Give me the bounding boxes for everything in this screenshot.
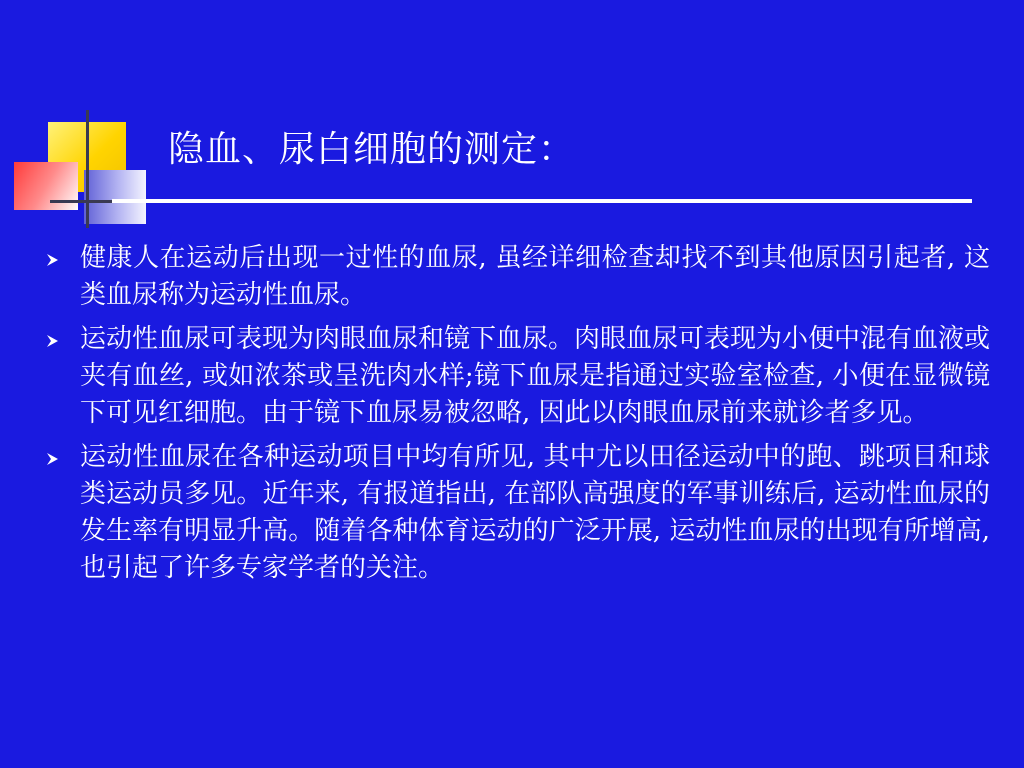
slide-title: 隐血、尿白细胞的测定： (168, 129, 576, 170)
arrowhead-bullet-icon (42, 321, 68, 358)
colored-squares-logo (0, 0, 160, 240)
bullet-item (40, 439, 990, 587)
bullet-text: 运动性血尿在各种运动项目中均有所见, 其中尤以田径运动中的跑、跳项目和球类运动员多见。近年来, 有报道指出, 在部队高强度的军事训练后, 运动性血尿的发生率有明显升高。随着各种体育运动的广泛开展, 运动性血尿的出现有所增高, 也引起了许多专家学者的关注。 (80, 442, 990, 583)
bullet-text: 健康人在运动后出现一过性的血尿, 虽经详细检查却找不到其他原因引起者, 这类血尿称为运动性血尿。 (80, 243, 990, 310)
arrowhead-bullet-icon (42, 439, 68, 476)
arrowhead-bullet-icon (42, 240, 68, 277)
logo-vertical-line (86, 110, 89, 228)
logo-lavender-square (84, 170, 146, 224)
bullet-item (40, 321, 990, 432)
bullet-item (40, 240, 990, 314)
title-underline (112, 199, 972, 203)
bullet-text: 运动性血尿可表现为肉眼血尿和镜下血尿。肉眼血尿可表现为小便中混有血液或夹有血丝, 或如浓茶或呈洗肉水样;镜下血尿是指通过实验室检查, 小便在显微镜下可见红细胞。由于镜下血尿易被忽略, 因此以肉眼血尿前来就诊者多见。 (80, 324, 991, 428)
bullet-list (40, 240, 990, 594)
